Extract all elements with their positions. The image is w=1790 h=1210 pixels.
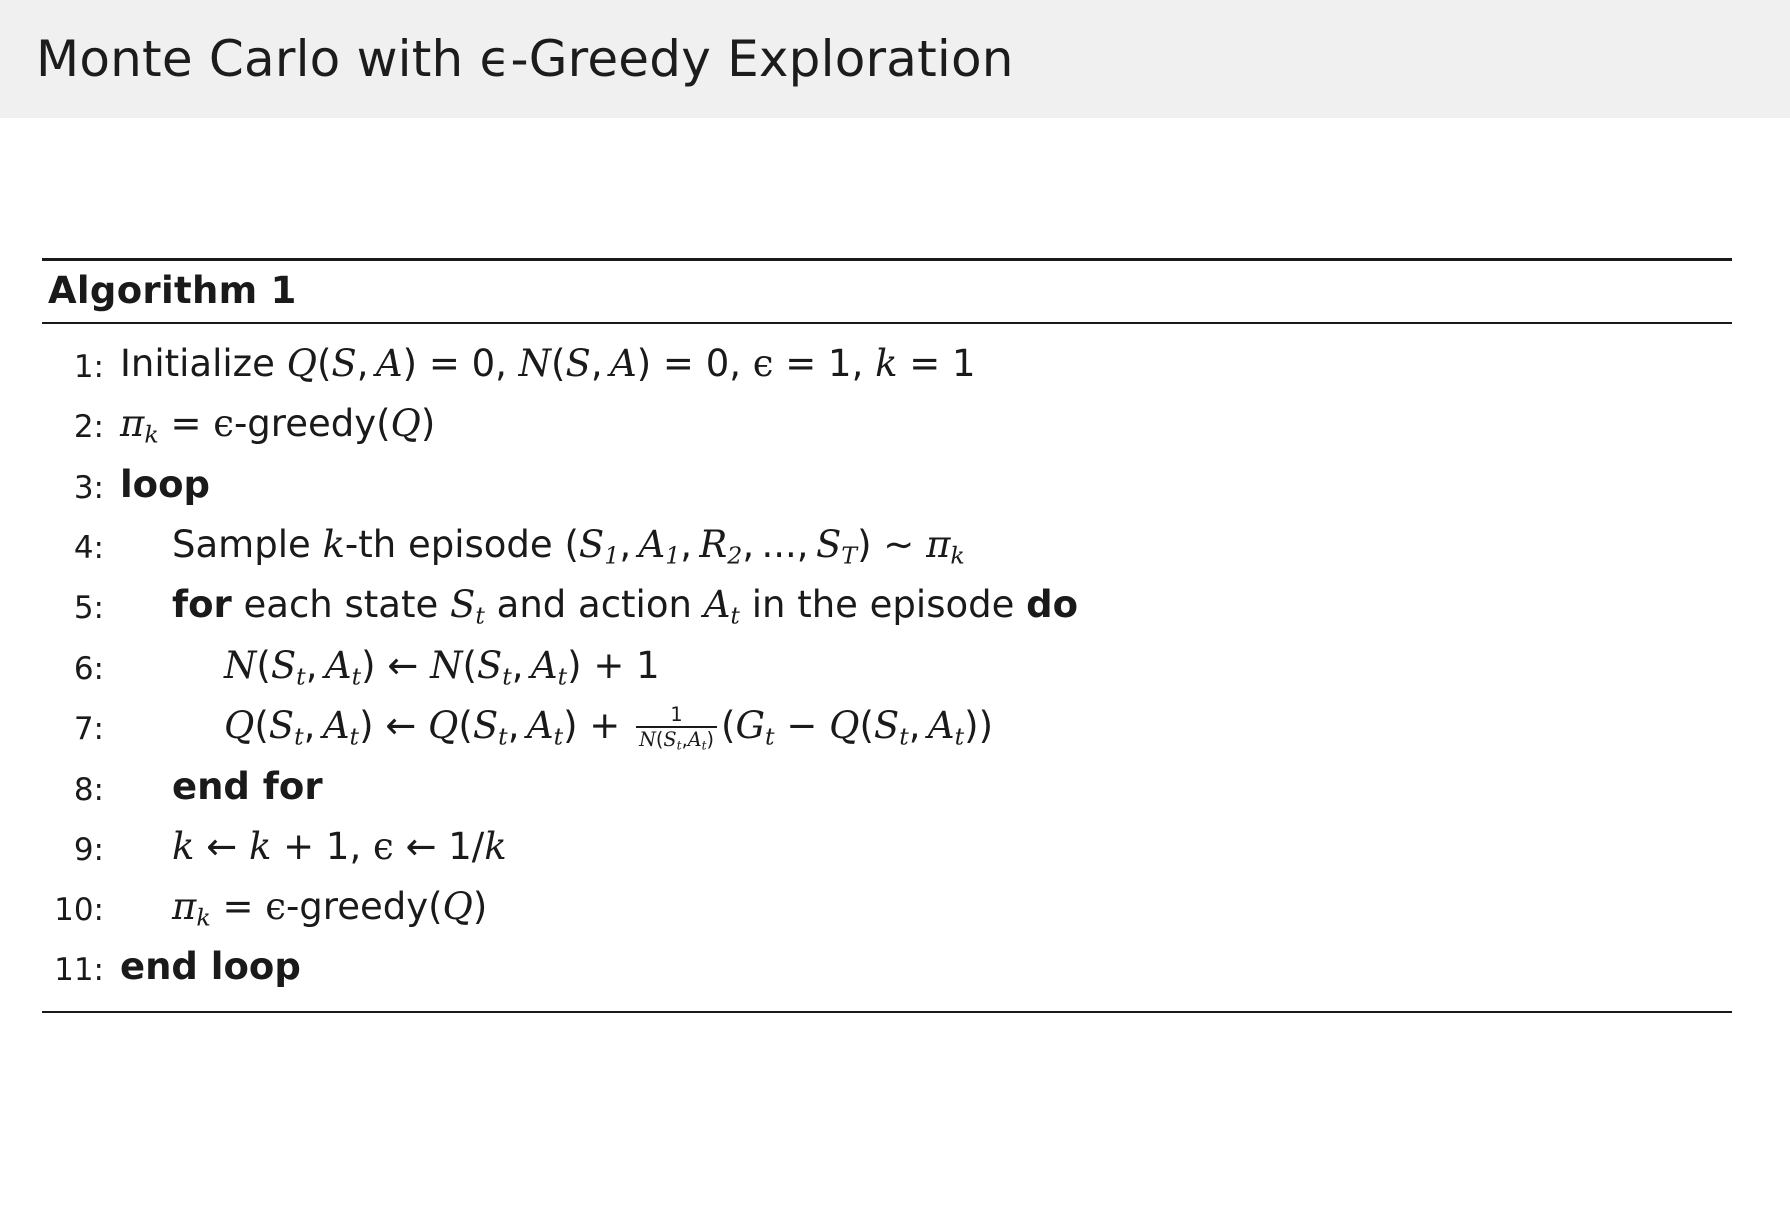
line-content: end loop (120, 945, 301, 989)
page-title: Monte Carlo with ϵ-Greedy Exploration (36, 30, 1014, 88)
line-content: for each state $S_t$ and action $A_t$ in the episode do (172, 583, 1079, 630)
line-content: loop (120, 462, 211, 506)
line-number: 1: (73, 349, 104, 385)
line-content: $\pi_k$ = ϵ-greedy(Q) (172, 884, 488, 932)
line-number: 4: (73, 529, 104, 566)
line-number: 5: (73, 590, 104, 627)
algorithm-line (42, 334, 1732, 394)
line-content: Initialize Q(S, A) = 0, N(S, A) = 0, ϵ = 1, k = 1 (120, 342, 976, 385)
line-content: $Q(S_t$, $A_t$) ← $Q(S_t$, $A_t$) + $\frac{1}{N(S_t,A_t)}$ ($G_t - Q(S_t$, $A_t$)) (224, 702, 994, 753)
algorithm-caption: Algorithm 1 (48, 269, 297, 312)
slide-header (0, 0, 1790, 118)
algorithm-line (42, 394, 1732, 455)
algorithm-line (42, 696, 1732, 757)
line-number: 9: (73, 831, 104, 868)
line-content: end for (172, 764, 323, 808)
line-number: 7: (73, 711, 104, 748)
algorithm-line (42, 575, 1732, 636)
line-content: $\pi_k$ = ϵ-greedy(Q) (120, 402, 436, 449)
algorithm-lines (42, 324, 1732, 1003)
line-content: Sample k-th episode ($S_1$, $A_1$, $R_2$, ..., $S_T$) ∼ $\pi_k$ (172, 522, 965, 570)
line-number: 10: (54, 891, 104, 928)
line-content: k ← k + 1, ϵ ← 1/k (172, 824, 507, 868)
slide-body (0, 258, 1790, 1013)
line-number: 11: (54, 952, 104, 989)
algorithm-line (42, 636, 1732, 697)
algorithm-line (42, 757, 1732, 817)
algorithm-line (42, 937, 1732, 997)
algorithm-line (42, 515, 1732, 576)
algorithm-block (42, 258, 1732, 1013)
algorithm-line (42, 817, 1732, 877)
algorithm-line (42, 877, 1732, 938)
algorithm-bottom-rule (42, 1011, 1732, 1013)
line-content: $N(S_t$, $A_t$) ← $N(S_t$, $A_t) + 1$ (224, 643, 660, 691)
line-number: 3: (73, 469, 104, 506)
line-number: 2: (73, 409, 104, 445)
line-number: 6: (73, 650, 104, 687)
algorithm-line (42, 455, 1732, 515)
line-number: 8: (73, 771, 104, 808)
